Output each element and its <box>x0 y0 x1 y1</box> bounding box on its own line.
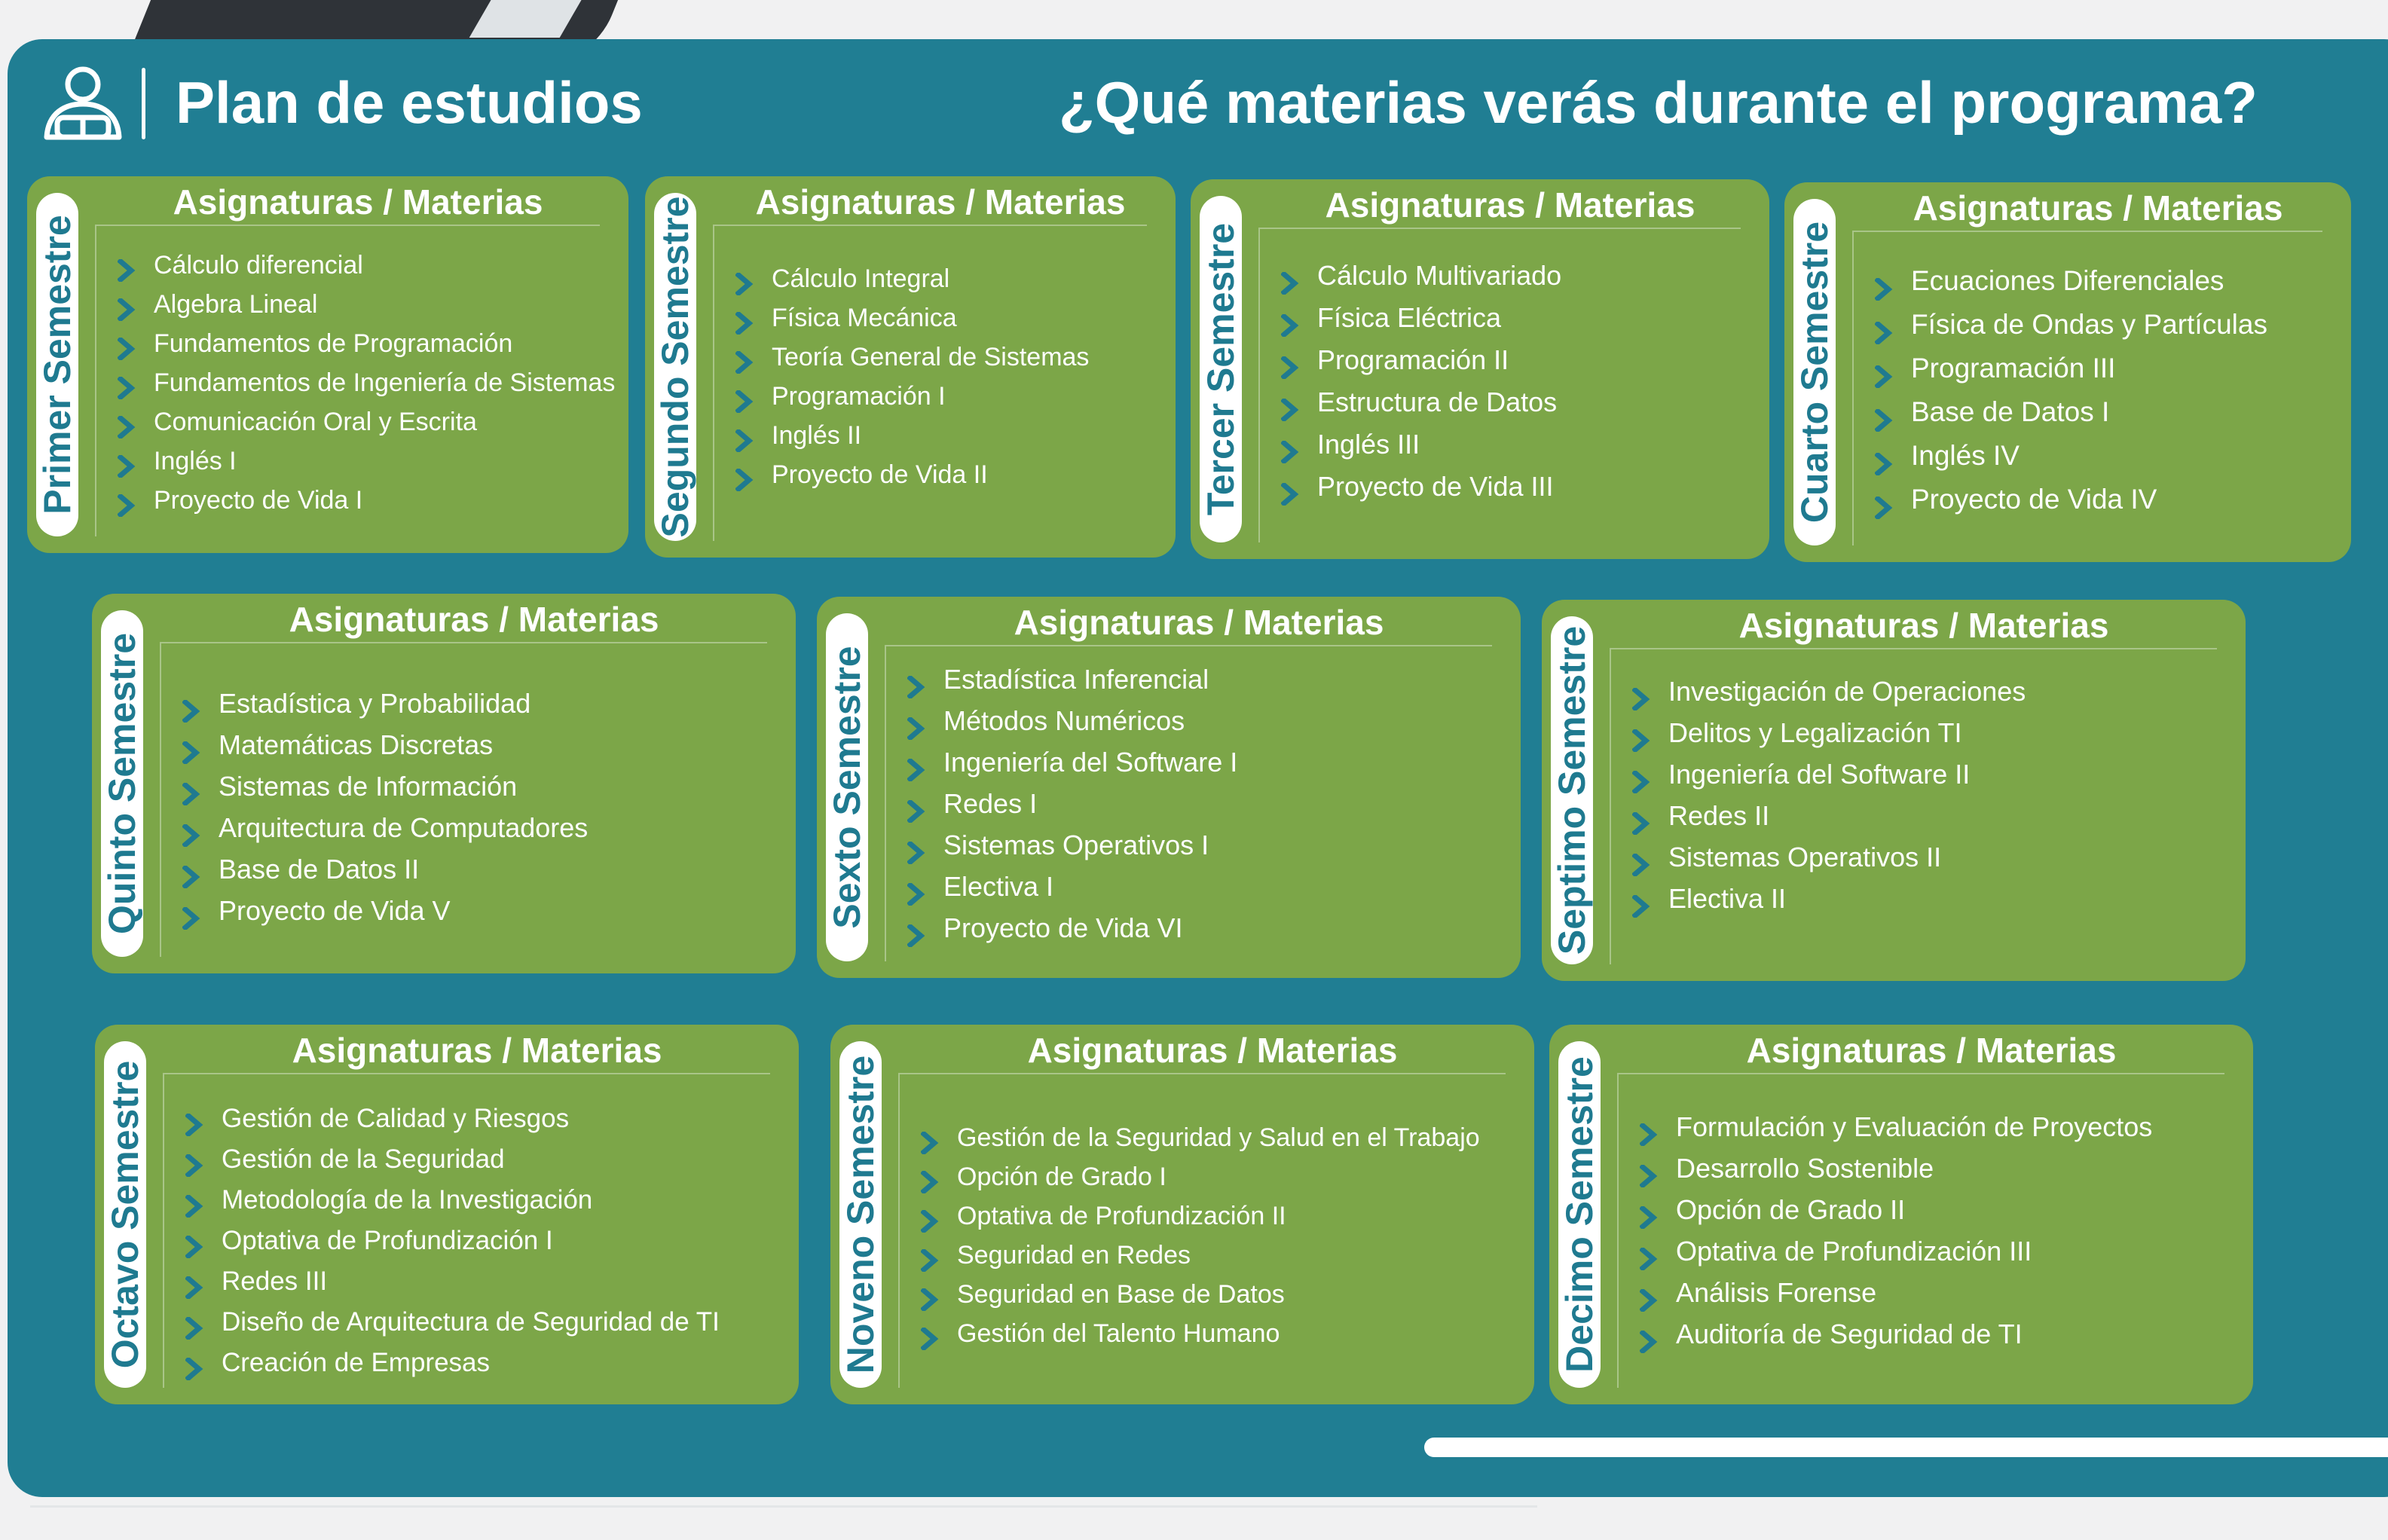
subject-label: Teoría General de Sistemas <box>772 343 1090 371</box>
subject-item <box>921 1314 1519 1353</box>
page-question: ¿Qué materias verás durante el programa? <box>1059 69 2258 136</box>
chevron-right-icon <box>735 424 754 447</box>
subject-label: Ecuaciones Diferenciales <box>1911 265 2224 296</box>
semester-tab <box>36 193 78 536</box>
semester-name: Primer Semestre <box>36 215 78 515</box>
chevron-right-icon <box>185 1189 203 1212</box>
subject-label: Proyecto de Vida III <box>1317 471 1554 502</box>
chevron-right-icon <box>1632 805 1650 827</box>
chevron-right-icon <box>185 1230 203 1252</box>
subject-item <box>1632 712 2231 753</box>
subject-label: Sistemas de Información <box>219 771 518 802</box>
chevron-right-icon <box>1632 722 1650 744</box>
subject-item <box>1875 347 2336 390</box>
subject-label: Estadística y Probabilidad <box>219 688 531 719</box>
subject-list <box>1875 259 2336 521</box>
chevron-right-icon <box>185 1311 203 1334</box>
subject-item <box>182 683 781 724</box>
chevron-right-icon <box>1640 1157 1658 1180</box>
card-heading: Asignaturas / Materias <box>173 182 543 222</box>
subject-item <box>921 1118 1519 1157</box>
chevron-right-icon <box>1632 680 1650 703</box>
subject-item <box>1632 878 2231 919</box>
chevron-right-icon <box>185 1270 203 1293</box>
semester-tab <box>1551 616 1593 964</box>
chevron-right-icon <box>1281 349 1299 371</box>
subject-item <box>1640 1230 2238 1272</box>
subject-item <box>1281 255 1754 297</box>
subject-label: Base de Datos II <box>219 854 420 885</box>
subject-label: Delitos y Legalización TI <box>1668 717 1962 748</box>
subject-item <box>1632 795 2231 836</box>
semester-name: Septimo Semestre <box>1551 625 1593 955</box>
subject-label: Estructura de Datos <box>1317 387 1558 417</box>
chevron-right-icon <box>1632 888 1650 910</box>
chevron-right-icon <box>1640 1282 1658 1304</box>
subject-item <box>907 783 1506 824</box>
subject-label: Base de Datos I <box>1911 396 2110 427</box>
card-heading: Asignaturas / Materias <box>1913 188 2283 228</box>
subject-label: Inglés II <box>772 421 862 450</box>
chevron-right-icon <box>921 1126 939 1149</box>
chevron-right-icon <box>118 411 136 433</box>
subject-item <box>1632 671 2231 712</box>
subject-label: Gestión del Talento Humano <box>957 1319 1280 1348</box>
chevron-right-icon <box>118 489 136 512</box>
subject-list <box>1640 1106 2238 1355</box>
card-heading: Asignaturas / Materias <box>755 182 1126 222</box>
subject-item <box>1875 478 2336 521</box>
subject-label: Redes II <box>1668 800 1770 831</box>
subject-item <box>735 338 1160 377</box>
student-icon <box>38 62 128 145</box>
chevron-right-icon <box>1875 488 1893 511</box>
chevron-right-icon <box>907 710 925 732</box>
semester-name: Sexto Semestre <box>826 646 868 929</box>
subject-label: Proyecto de Vida V <box>219 895 451 926</box>
subject-label: Inglés III <box>1317 429 1420 460</box>
semester-card <box>27 176 628 553</box>
subject-item <box>1875 434 2336 478</box>
subject-item <box>185 1139 784 1180</box>
subject-label: Diseño de Arquitectura de Seguridad de TI <box>222 1307 720 1337</box>
subject-label: Creación de Empresas <box>222 1348 490 1377</box>
subject-item <box>907 866 1506 907</box>
chevron-right-icon <box>1875 401 1893 423</box>
semester-card <box>92 594 796 973</box>
semester-card <box>830 1025 1534 1404</box>
subject-label: Desarrollo Sostenible <box>1676 1153 1934 1184</box>
subject-list <box>185 1098 784 1383</box>
subject-label: Gestión de la Seguridad <box>222 1144 505 1174</box>
page-title: Plan de estudios <box>176 69 643 136</box>
subject-item <box>1640 1189 2238 1230</box>
subject-label: Redes III <box>222 1267 328 1296</box>
subject-item <box>1281 381 1754 423</box>
chevron-right-icon <box>907 834 925 857</box>
card-heading: Asignaturas / Materias <box>1014 603 1384 642</box>
subject-item <box>1281 466 1754 508</box>
subject-item <box>735 259 1160 298</box>
semester-tab <box>654 193 696 541</box>
decorative-line <box>30 1505 1537 1508</box>
semester-card <box>1542 600 2246 981</box>
chevron-right-icon <box>1281 307 1299 329</box>
subject-label: Optativa de Profundización III <box>1676 1236 2032 1267</box>
card-heading: Asignaturas / Materias <box>1746 1031 2117 1070</box>
subject-item <box>182 724 781 765</box>
chevron-right-icon <box>907 793 925 815</box>
subject-label: Metodología de la Investigación <box>222 1185 593 1215</box>
subject-label: Opción de Grado II <box>1676 1194 1906 1225</box>
subject-item <box>185 1221 784 1261</box>
subject-label: Seguridad en Base de Datos <box>957 1280 1285 1309</box>
subject-label: Física de Ondas y Partículas <box>1911 309 2267 340</box>
chevron-right-icon <box>1281 475 1299 498</box>
chevron-right-icon <box>735 307 754 329</box>
chevron-right-icon <box>118 254 136 277</box>
chevron-right-icon <box>182 775 200 798</box>
subject-item <box>735 416 1160 455</box>
subject-label: Métodos Numéricos <box>943 705 1185 736</box>
chevron-right-icon <box>118 332 136 355</box>
chevron-right-icon <box>185 1148 203 1171</box>
subject-item <box>907 907 1506 949</box>
subject-item <box>118 246 613 285</box>
chevron-right-icon <box>907 875 925 898</box>
subject-item <box>118 402 613 442</box>
chevron-right-icon <box>1640 1240 1658 1263</box>
subject-label: Redes I <box>943 788 1038 819</box>
subject-list <box>118 246 616 520</box>
subject-item <box>1281 423 1754 466</box>
subject-item <box>185 1098 784 1139</box>
semester-card <box>817 597 1521 978</box>
subject-label: Optativa de Profundización II <box>957 1202 1286 1230</box>
subject-label: Electiva I <box>943 871 1054 902</box>
semester-tab <box>1200 196 1242 542</box>
semester-tab <box>1793 199 1836 545</box>
chevron-right-icon <box>907 917 925 940</box>
subject-label: Electiva II <box>1668 883 1787 914</box>
chevron-right-icon <box>118 371 136 394</box>
chevron-right-icon <box>1281 391 1299 414</box>
subject-item <box>921 1236 1519 1275</box>
subject-item <box>907 700 1506 741</box>
subject-item <box>735 298 1160 338</box>
semester-name: Quinto Semestre <box>101 632 143 935</box>
subject-label: Auditoría de Seguridad de TI <box>1676 1318 2023 1349</box>
subject-list <box>907 658 1506 949</box>
subject-label: Inglés I <box>154 447 237 475</box>
subject-label: Ingeniería del Software II <box>1668 759 1971 790</box>
subject-list <box>921 1118 1519 1353</box>
subject-label: Proyecto de Vida IV <box>1911 484 2157 515</box>
decorative-bar <box>1424 1438 2388 1457</box>
chevron-right-icon <box>735 385 754 408</box>
semester-name: Tercer Semestre <box>1200 222 1242 516</box>
semester-tab <box>839 1041 882 1388</box>
chevron-right-icon <box>921 1244 939 1267</box>
chevron-right-icon <box>1632 763 1650 786</box>
chevron-right-icon <box>735 463 754 486</box>
subject-label: Sistemas Operativos II <box>1668 842 1942 872</box>
chevron-right-icon <box>735 267 754 290</box>
subject-item <box>1281 297 1754 339</box>
chevron-right-icon <box>182 817 200 839</box>
subject-label: Algebra Lineal <box>154 290 318 319</box>
subject-list <box>1632 671 2231 919</box>
chevron-right-icon <box>921 1205 939 1227</box>
chevron-right-icon <box>182 858 200 881</box>
card-heading: Asignaturas / Materias <box>1325 185 1695 225</box>
subject-label: Ingeniería del Software I <box>943 747 1238 778</box>
chevron-right-icon <box>1640 1116 1658 1138</box>
subject-item <box>921 1275 1519 1314</box>
subject-item <box>1875 259 2336 303</box>
subject-item <box>907 658 1506 700</box>
card-heading: Asignaturas / Materias <box>1738 606 2109 645</box>
subject-label: Fundamentos de Ingeniería de Sistemas <box>154 368 616 397</box>
subject-list <box>182 683 781 931</box>
subject-item <box>182 848 781 890</box>
subject-item <box>1875 390 2336 434</box>
chevron-right-icon <box>1875 270 1893 292</box>
subject-label: Gestión de Calidad y Riesgos <box>222 1104 570 1133</box>
subject-label: Física Eléctrica <box>1317 302 1502 333</box>
semester-card <box>1549 1025 2253 1404</box>
semester-card <box>1191 179 1769 559</box>
subject-label: Formulación y Evaluación de Proyectos <box>1676 1111 2153 1142</box>
subject-item <box>182 765 781 807</box>
semester-card <box>645 176 1176 558</box>
subject-item <box>1281 339 1754 381</box>
subject-label: Cálculo diferencial <box>154 251 363 280</box>
subject-label: Matemáticas Discretas <box>219 729 494 760</box>
header-divider <box>142 68 145 139</box>
subject-list <box>1281 255 1754 508</box>
chevron-right-icon <box>182 900 200 922</box>
chevron-right-icon <box>118 450 136 472</box>
subject-item <box>1640 1106 2238 1147</box>
subject-item <box>185 1302 784 1343</box>
chevron-right-icon <box>921 1166 939 1188</box>
card-heading: Asignaturas / Materias <box>289 600 659 639</box>
subject-label: Programación II <box>1317 344 1509 375</box>
subject-label: Seguridad en Redes <box>957 1241 1191 1270</box>
semester-name: Decimo Semestre <box>1558 1056 1601 1373</box>
chevron-right-icon <box>1875 445 1893 467</box>
subject-label: Optativa de Profundización I <box>222 1226 553 1255</box>
semester-tab <box>104 1041 146 1388</box>
subject-label: Estadística Inferencial <box>943 664 1209 695</box>
subject-label: Comunicación Oral y Escrita <box>154 408 477 436</box>
subject-item <box>735 377 1160 416</box>
subject-item <box>185 1343 784 1383</box>
subject-label: Programación I <box>772 382 946 411</box>
subject-label: Física Mecánica <box>772 304 957 332</box>
subject-item <box>182 890 781 931</box>
subject-item <box>118 442 613 481</box>
subject-item <box>118 324 613 363</box>
chevron-right-icon <box>185 1352 203 1374</box>
subject-label: Proyecto de Vida VI <box>943 912 1183 943</box>
subject-list <box>735 259 1160 494</box>
subject-label: Arquitectura de Computadores <box>219 812 589 843</box>
chevron-right-icon <box>921 1283 939 1306</box>
subject-item <box>182 807 781 848</box>
subject-label: Gestión de la Seguridad y Salud en el Trabajo <box>957 1123 1480 1152</box>
subject-item <box>185 1180 784 1221</box>
chevron-right-icon <box>907 668 925 691</box>
subject-label: Sistemas Operativos I <box>943 830 1209 860</box>
subject-item <box>118 481 613 520</box>
subject-label: Fundamentos de Programación <box>154 329 513 358</box>
semester-name: Octavo Semestre <box>104 1060 146 1369</box>
subject-label: Cálculo Integral <box>772 264 950 293</box>
chevron-right-icon <box>1632 846 1650 869</box>
subject-label: Proyecto de Vida I <box>154 486 363 515</box>
subject-item <box>1640 1272 2238 1313</box>
chevron-right-icon <box>182 734 200 756</box>
semester-card <box>95 1025 799 1404</box>
semester-name: Cuarto Semestre <box>1793 221 1836 524</box>
semester-name: Segundo Semestre <box>654 196 696 538</box>
subject-label: Inglés IV <box>1911 440 2020 471</box>
subject-item <box>735 455 1160 494</box>
subject-item <box>907 741 1506 783</box>
subject-item <box>921 1157 1519 1196</box>
semester-tab <box>101 610 143 957</box>
subject-item <box>1640 1313 2238 1355</box>
chevron-right-icon <box>907 751 925 774</box>
subject-item <box>921 1196 1519 1236</box>
chevron-right-icon <box>182 692 200 715</box>
chevron-right-icon <box>118 293 136 316</box>
subject-item <box>118 363 616 402</box>
semester-name: Noveno Semestre <box>839 1055 882 1374</box>
subject-label: Programación III <box>1911 353 2116 383</box>
subject-item <box>118 285 613 324</box>
chevron-right-icon <box>1281 433 1299 456</box>
subject-label: Cálculo Multivariado <box>1317 260 1562 291</box>
subject-label: Investigación de Operaciones <box>1668 676 2026 707</box>
chevron-right-icon <box>1281 264 1299 287</box>
chevron-right-icon <box>1640 1323 1658 1346</box>
chevron-right-icon <box>1640 1199 1658 1221</box>
semester-card <box>1784 182 2351 562</box>
card-heading: Asignaturas / Materias <box>1027 1031 1398 1070</box>
chevron-right-icon <box>1875 357 1893 380</box>
subject-item <box>185 1261 784 1302</box>
card-heading: Asignaturas / Materias <box>292 1031 662 1070</box>
subject-item <box>907 824 1506 866</box>
subject-label: Opción de Grado I <box>957 1163 1166 1191</box>
subject-item <box>1640 1147 2238 1189</box>
semester-tab <box>1558 1041 1601 1388</box>
semester-tab <box>826 613 868 961</box>
chevron-right-icon <box>185 1108 203 1130</box>
chevron-right-icon <box>1875 313 1893 336</box>
subject-label: Proyecto de Vida II <box>772 460 988 489</box>
chevron-right-icon <box>921 1322 939 1345</box>
chevron-right-icon <box>735 346 754 368</box>
subject-item <box>1875 303 2336 347</box>
subject-item <box>1632 836 2231 878</box>
subject-item <box>1632 753 2231 795</box>
subject-label: Análisis Forense <box>1676 1277 1877 1308</box>
